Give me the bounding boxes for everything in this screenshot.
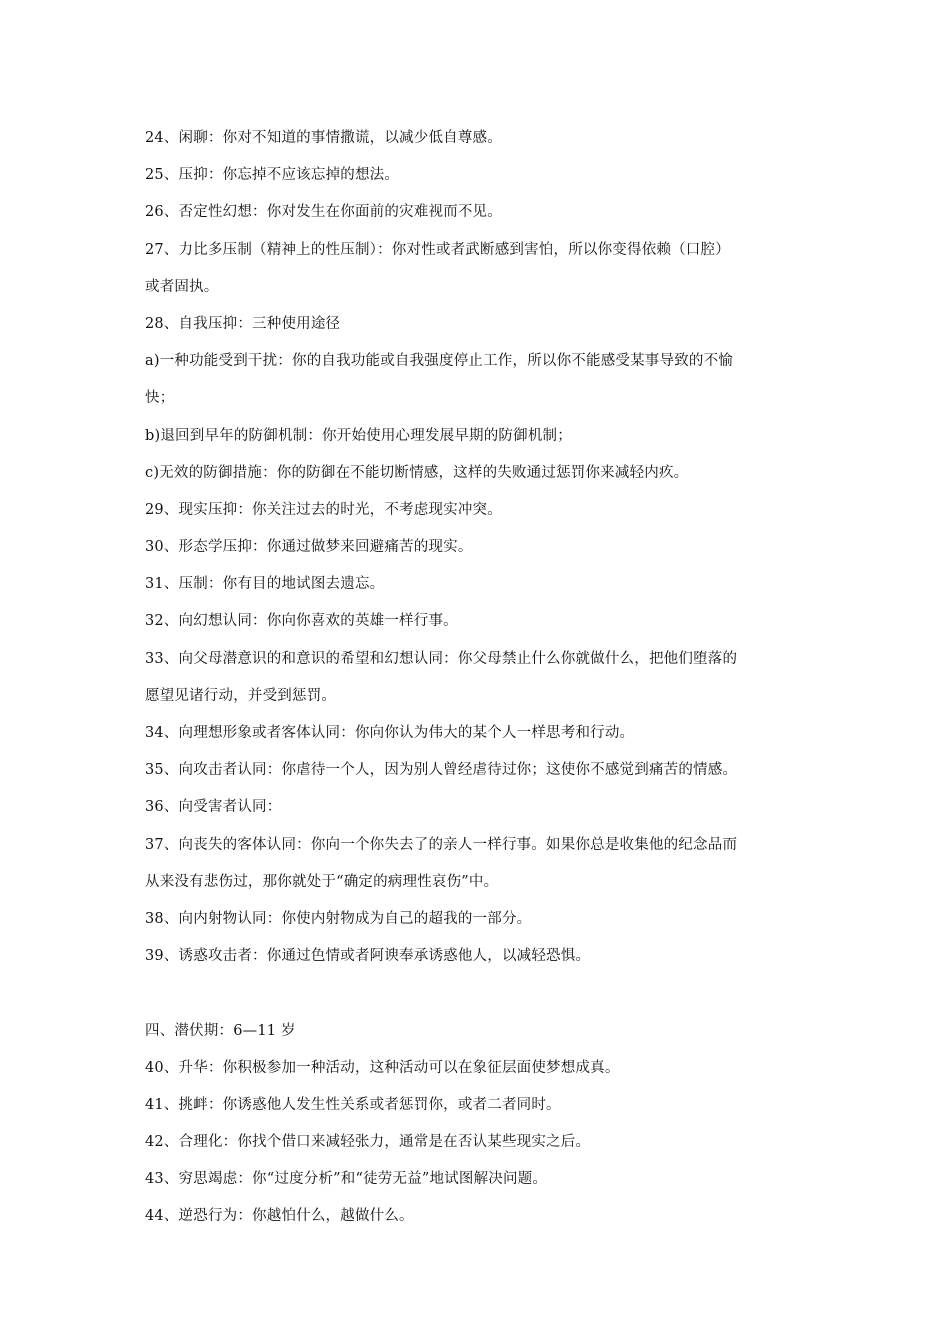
text-line: 26、否定性幻想：你对发生在你面前的灾难视而不见。: [145, 204, 502, 221]
text-line: 29、现实压抑：你关注过去的时光，不考虑现实冲突。: [145, 501, 502, 518]
text-line: 25、压抑：你忘掉不应该忘掉的想法。: [145, 167, 400, 184]
text-line: b)退回到早年的防御机制：你开始使用心理发展早期的防御机制；: [145, 427, 572, 444]
text-line: 40、升华：你积极参加一种活动，这种活动可以在象征层面使梦想成真。: [145, 1059, 620, 1076]
text-line: 30、形态学压抑：你通过做梦来回避痛苦的现实。: [145, 539, 473, 556]
text-line: 37、向丧失的客体认同：你向一个你失去了的亲人一样行事。如果你总是收集他的纪念品而: [145, 836, 738, 853]
text-line: 31、压制：你有目的地试图去遗忘。: [145, 576, 385, 593]
text-line: 愿望见诸行动，并受到惩罚。: [145, 687, 337, 704]
text-line: 34、向理想形象或者客体认同：你向你认为伟大的某个人一样思考和行动。: [145, 725, 635, 741]
blank-line: [145, 975, 815, 1012]
text-line: 快；: [145, 390, 175, 407]
text-line: 24、闲聊：你对不知道的事情撒谎，以减少低自尊感。: [145, 130, 502, 146]
text-line: 或者固执。: [145, 278, 219, 295]
text-line: 43、穷思竭虑：你“过度分析”和“徒劳无益”地试图解决问题。: [145, 1171, 548, 1188]
text-line: 32、向幻想认同：你向你喜欢的英雄一样行事。: [145, 613, 458, 630]
text-line: c)无效的防御措施：你的防御在不能切断情感，这样的失败通过惩罚你来减轻内疚。: [145, 464, 689, 481]
section-heading: 四、潜伏期：6—11 岁: [145, 1022, 296, 1039]
text-line: a)一种功能受到干扰：你的自我功能或自我强度停止工作，所以你不能感受某事导致的不愉: [145, 353, 733, 370]
text-line: 33、向父母潜意识的和意识的希望和幻想认同：你父母禁止什么你就做什么，把他们堕落的: [145, 650, 738, 667]
text-line: 44、逆恐行为：你越怕什么，越做什么。: [145, 1208, 414, 1225]
text-line: 28、自我压抑：三种使用途径: [145, 315, 341, 332]
text-line: 36、向受害者认同：: [145, 799, 282, 816]
text-line: 从来没有悲伤过，那你就处于“确定的病理性哀伤”中。: [145, 873, 499, 890]
text-line: 38、向内射物认同：你使内射物成为自己的超我的一部分。: [145, 910, 532, 927]
text-line: 27、力比多压制（精神上的性压制）：你对性或者武断感到害怕，所以你变得依赖（口腔）: [145, 241, 730, 258]
text-line: 39、诱惑攻击者：你通过色情或者阿谀奉承诱惑他人，以减轻恐惧。: [145, 948, 591, 965]
text-line: 42、合理化：你找个借口来减轻张力，通常是在否认某些现实之后。: [145, 1134, 591, 1151]
document-body: [145, 120, 815, 1236]
text-line: 35、向攻击者认同：你虐待一个人，因为别人曾经虐待过你；这使你不感觉到痛苦的情感。: [145, 762, 738, 779]
text-line: 41、挑衅：你诱惑他人发生性关系或者惩罚你，或者二者同时。: [145, 1096, 561, 1113]
